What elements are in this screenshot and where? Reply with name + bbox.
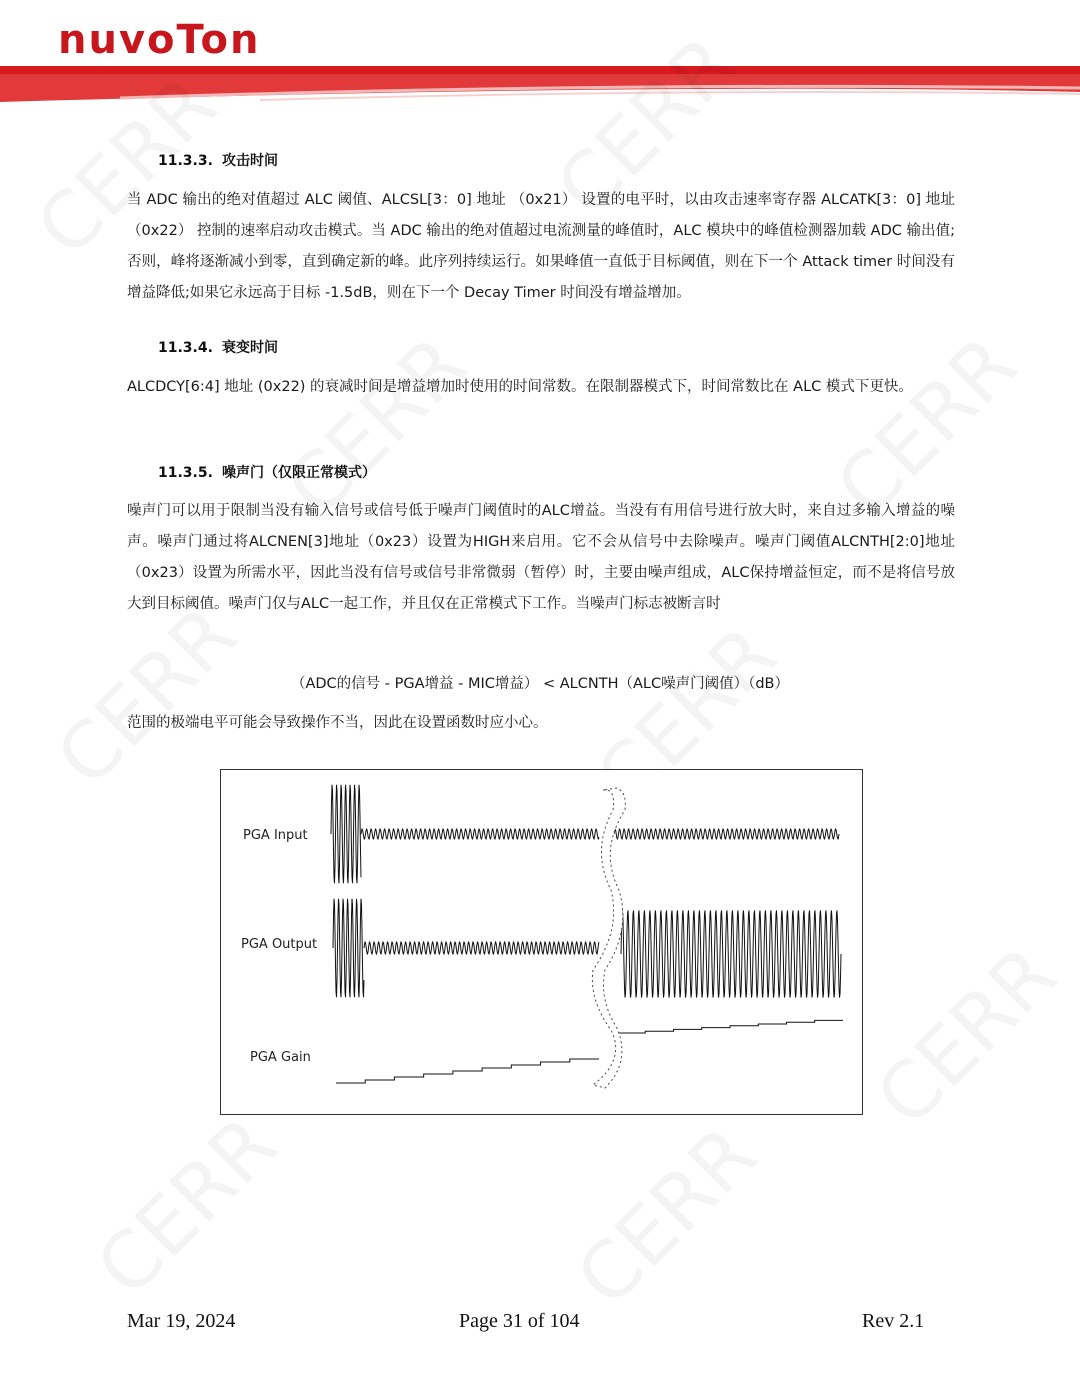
section-heading-decay [158, 337, 278, 357]
section-heading-noise-gate [158, 462, 376, 482]
caution-note: 范围的极端电平可能会导致操作不当，因此在设置函数时应小心。 [127, 715, 548, 731]
paragraph-noise-gate: 噪声门可以用于限制当没有输入信号或信号低于噪声门阈值时的ALC增益。当没有有用信号进行放大时，来自过多输入增益的噪声。噪声门通过将ALCNEN[3]地址（0x23）设置为HIGH来启用。它不会从信号中去除噪声。噪声门阈值ALCNTH[2:0]地址（0x23）设置为所需水平，因此当没有信号或信号非常微弱（暂停）时，主要由噪声组成，ALC保持增益恒定，而不是将信号放大到目标阈值。噪声门仅与ALC一起工作，并且仅在正常模式下工作。当噪声门标志被断言时 [127, 503, 955, 612]
watermark-text [560, 1110, 774, 1324]
pga-input-small-waveform-right [614, 829, 839, 839]
paragraph-decay: ALCDCY[6:4] 地址 (0x22) 的衰减时间是增益增加时使用的时间常数。在限制器模式下，时间常数比在 ALC 模式下更快。 [127, 379, 913, 395]
section-heading-attack [158, 150, 278, 170]
watermark-text [860, 930, 1074, 1144]
paragraph-attack: 当 ADC 输出的绝对值超过 ALC 阈值、ALCSL[3：0] 地址 （0x21） 设置的电平时，以由攻击速率寄存器 ALCATK[3：0] 地址 （0x22） 控制的速率启动攻击模式。当 ADC 输出的绝对值超过电流测量的峰值时，ALC 模块中的峰值检测器加载 ADC 输出值;否则，峰将逐渐减小到零，直到确定新的峰。此序列持续运行。如果峰值一直低于目标阈值，则在下一个 Attack timer 时间没有增益降低;如果它永远高于目标 -1.5dB，则在下一个 Decay Timer 时间没有增益增加。 [127, 192, 955, 301]
pga-output-amplified-waveform [621, 910, 841, 997]
pga-output-small-waveform [364, 942, 599, 954]
waveform-svg [221, 770, 862, 1114]
noise-gate-formula: （ADC的信号 - PGA增益 - MIC增益） < ALCNTH（ALC噪声门阈值）（dB） [290, 676, 790, 692]
watermark-text [80, 1100, 294, 1314]
pga-gain-staircase-right [617, 1020, 843, 1033]
label-pga-input: PGA Input [243, 828, 308, 843]
header-red-bar [0, 62, 1080, 102]
pga-output-burst-waveform [333, 899, 364, 997]
pga-input-burst-waveform [331, 785, 361, 883]
noise-gate-waveform-figure [220, 769, 863, 1115]
section-number: 11.3.3. [158, 153, 213, 169]
section-title: 攻击时间 [222, 153, 278, 169]
footer-revision: Rev 2.1 [862, 1310, 925, 1332]
footer-page-number: Page 31 of 104 [459, 1310, 580, 1332]
pga-input-small-waveform-left [361, 829, 599, 839]
section-title: 噪声门（仅限正常模式） [222, 465, 376, 481]
label-pga-gain: PGA Gain [250, 1050, 311, 1065]
footer-date: Mar 19, 2024 [127, 1310, 236, 1332]
nuvoton-logo: nuvoTon [58, 17, 261, 63]
section-title: 衰变时间 [222, 340, 278, 356]
pga-gain-staircase-left [336, 1059, 599, 1083]
section-number: 11.3.5. [158, 465, 213, 481]
section-number: 11.3.4. [158, 340, 213, 356]
label-pga-output: PGA Output [241, 937, 318, 952]
